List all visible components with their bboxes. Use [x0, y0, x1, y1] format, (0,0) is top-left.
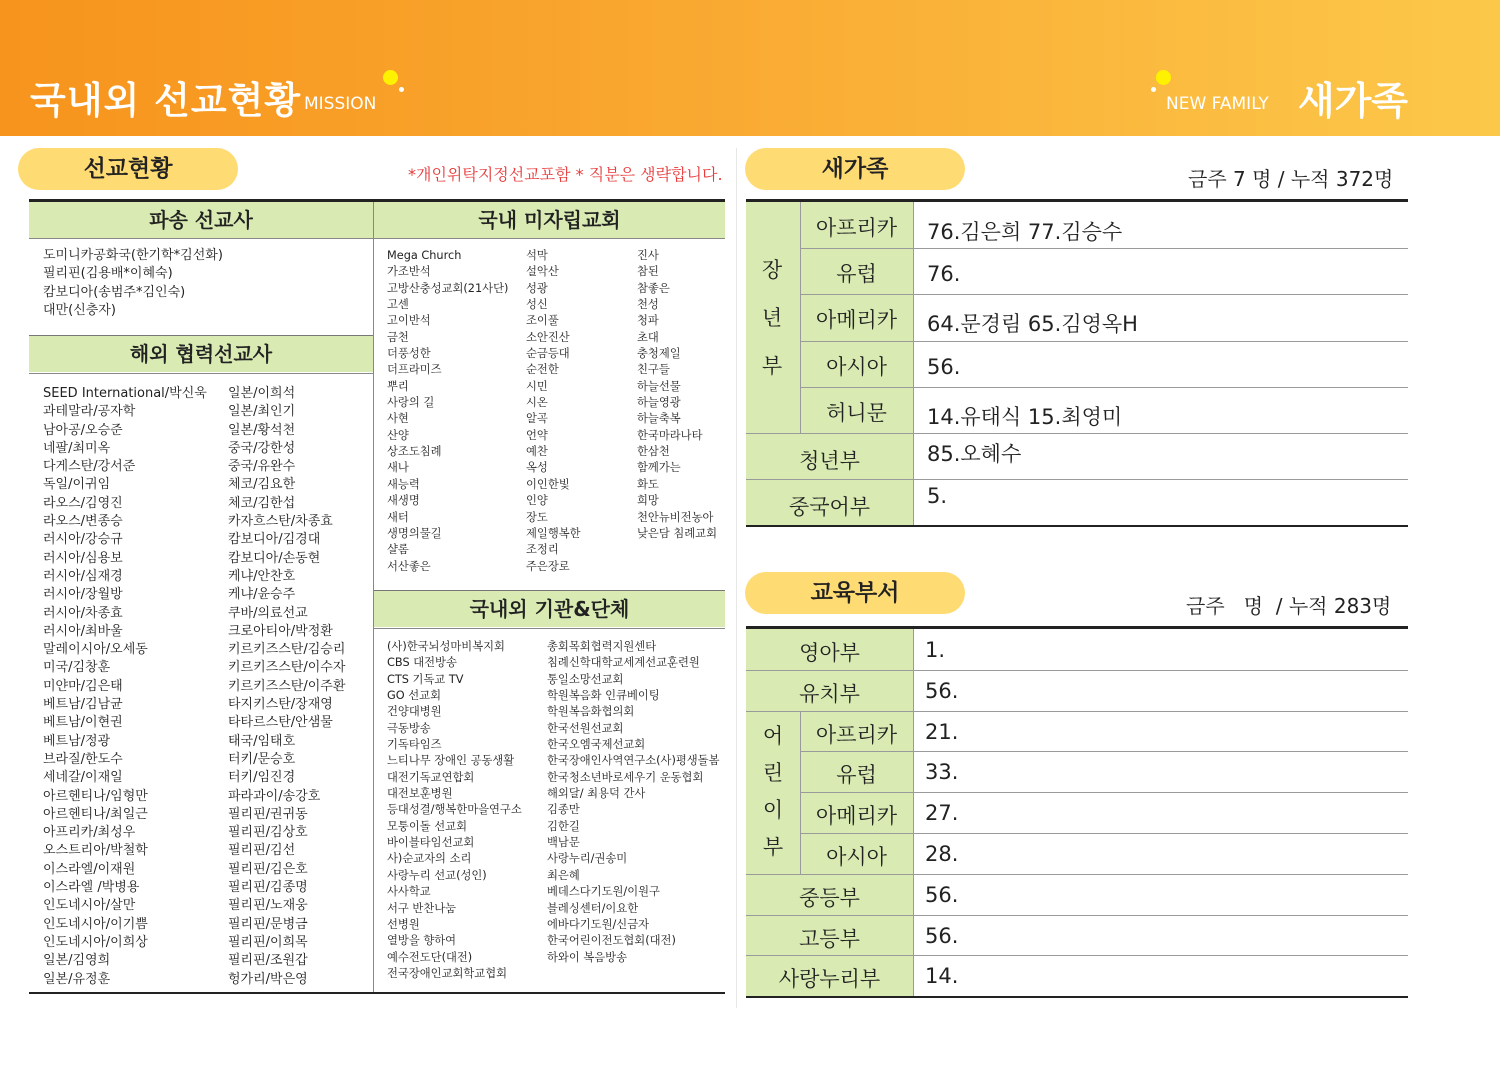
value-separator [913, 202, 914, 525]
decor-dot-icon [399, 87, 404, 92]
list-item: 필리핀/이희목 [228, 934, 308, 950]
row-rule [800, 792, 1408, 793]
list-item: 대만(신충자) [43, 302, 116, 318]
list-item: 사랑의 길 [387, 396, 435, 410]
list-item: 필리핀/권귀동 [228, 806, 308, 822]
decor-dot-icon [383, 70, 398, 85]
list-item: 친구들 [637, 363, 670, 377]
row-rule [800, 833, 1408, 834]
list-item: 키르키즈스탄/김승리 [228, 642, 346, 658]
list-item: 뿌리 [387, 379, 409, 393]
list-item: 희망 [637, 494, 659, 508]
row-label: 청년부 [799, 449, 860, 473]
list-item: 터키/임진경 [228, 770, 296, 786]
list-item: 청파 [637, 314, 659, 328]
list-item: 중국/강한성 [228, 440, 296, 456]
row-label: 아메리카 [815, 308, 898, 333]
list-item: 백남문 [547, 836, 580, 850]
list-item: 남아공/오승준 [43, 422, 123, 438]
list-item: 브라질/한도수 [43, 751, 123, 767]
list-item: 러시아/차종효 [43, 605, 123, 621]
row-rule [800, 248, 1408, 249]
list-item: 소안진산 [526, 330, 570, 344]
organizations-list-col2 [547, 639, 720, 966]
page-title-newfamily: 새가족 [1297, 79, 1408, 123]
row-label: 아시아 [826, 354, 887, 379]
mission-note: *개인위탁지정선교포함 * 직분은 생략합니다. [408, 165, 723, 184]
list-item: 침례신학대학교세계선교훈련원 [547, 656, 700, 670]
row-label: 중등부 [799, 885, 860, 910]
row-value: 33. [925, 760, 959, 785]
row-label: 아프리카 [815, 216, 898, 240]
row-label: 영아부 [799, 641, 860, 665]
newfamily-pill: 새가족 [745, 148, 965, 190]
group-char: 부 [761, 353, 783, 378]
list-item: 인양 [526, 494, 548, 508]
rule [29, 238, 373, 239]
list-item: 낮은담 침례교회 [637, 526, 717, 540]
list-item: 선병원 [387, 917, 420, 931]
row-value: 21. [925, 719, 959, 744]
list-item: 필리핀/문병금 [228, 916, 308, 932]
sent-missionaries-heading: 파송 선교사 [29, 202, 373, 238]
list-item: 전국장애인교회학교협회 [387, 966, 508, 980]
list-item: 김종만 [547, 803, 580, 817]
list-item: 러시아/강승규 [43, 532, 123, 548]
list-item: 예수전도단(대전) [387, 950, 473, 964]
list-item: 아프리카/최성우 [43, 825, 136, 841]
list-item: 모퉁이돌 선교회 [387, 819, 467, 833]
mission-bottom-rule [29, 992, 725, 994]
list-item: 성신 [526, 298, 548, 312]
list-item: 한삼천 [637, 445, 670, 459]
list-item: 서산좋은 [387, 559, 431, 573]
table-bottom-rule [746, 996, 1408, 998]
list-item: 헝가리/박은영 [228, 971, 308, 987]
list-item: 이스라엘/이재원 [43, 861, 136, 877]
row-label: 유치부 [799, 681, 860, 706]
domestic-list-col2 [526, 248, 581, 575]
row-label: 아메리카 [815, 804, 898, 829]
list-item: 학원복음화 인큐베이팅 [547, 689, 660, 703]
list-item: 설악산 [526, 265, 559, 279]
row-value: 28. [925, 842, 959, 866]
list-item: 태국/임태호 [228, 733, 296, 749]
list-item: 기독타임즈 [387, 738, 442, 752]
list-item: 쿠바/의료선교 [228, 605, 308, 621]
list-item: 일본/황석천 [228, 422, 296, 438]
rule [29, 373, 373, 374]
list-item: 세네갈/이재일 [43, 770, 123, 786]
list-item: 천성 [637, 298, 659, 312]
youth-group-label [750, 246, 794, 390]
organizations-heading: 국내외 기관&단체 [374, 591, 725, 627]
list-item: 일본/최인기 [228, 404, 296, 420]
list-item: 화도 [637, 477, 659, 491]
list-item: 다게스탄/강서준 [43, 459, 136, 475]
list-item: 인도네시아/이희상 [43, 934, 148, 950]
list-item: 금천 [387, 330, 409, 344]
list-item: 필리핀/노재웅 [228, 898, 308, 914]
list-item: 사랑누리/권송미 [547, 852, 628, 866]
list-item: 학원복음화협의회 [547, 705, 635, 719]
list-item: 진사 [637, 249, 659, 262]
list-item: 필리핀/김종명 [228, 880, 308, 896]
decor-dot-icon [1151, 87, 1156, 92]
children-group-label [751, 718, 795, 866]
list-item: 초대 [637, 330, 659, 344]
row-value: 76.김은희 77.김승수 [927, 220, 1123, 244]
list-item: 더프라미즈 [387, 363, 442, 377]
list-item: GO 선교회 [387, 689, 441, 703]
list-item: 말레이시아/오세동 [43, 642, 148, 658]
list-item: 이인한빛 [526, 477, 570, 491]
list-item: 등대성결/행복한마을연구소 [387, 803, 522, 817]
row-label: 유럽 [836, 763, 877, 788]
list-item: 캄보디아(송범주*김인숙) [43, 284, 186, 300]
row-rule [746, 915, 1408, 916]
list-item: 사사학교 [387, 885, 431, 899]
list-item: (사)한국뇌성마비복지회 [387, 640, 505, 653]
column-divider [736, 148, 737, 1008]
table-bottom-rule [746, 525, 1408, 527]
list-item: 주은장로 [526, 559, 570, 573]
row-rule [746, 711, 1408, 712]
group-char: 장 [761, 257, 783, 282]
list-item: 알곡 [526, 412, 548, 426]
list-item: 일본/유정훈 [43, 971, 111, 987]
list-item: 카자흐스탄/차종효 [228, 514, 333, 530]
list-item: 에바다기도원/신금자 [547, 917, 650, 931]
list-item: 파라과이/송강호 [228, 788, 321, 804]
group-char: 린 [762, 761, 784, 786]
list-item: 체코/김요한 [228, 477, 296, 493]
list-item: 새능력 [387, 477, 420, 491]
domestic-list-col3 [637, 248, 717, 542]
list-item: 미얀마/김은태 [43, 678, 123, 694]
list-item: 라오스/김영진 [43, 495, 123, 511]
list-item: 필리핀/조원갑 [228, 953, 308, 969]
row-rule [800, 294, 1408, 295]
list-item: 도미니카공화국(한기학*김선화) [43, 248, 223, 263]
list-item: 독일/이귀임 [43, 477, 111, 493]
list-item: 대전기독교연합회 [387, 770, 475, 784]
list-item: 성광 [526, 281, 548, 295]
list-item: 조정리 [526, 543, 559, 557]
list-item: 러시아/최바울 [43, 623, 123, 639]
list-item: 키르키즈스탄/이수자 [228, 660, 346, 676]
list-item: 한국선원선교회 [547, 721, 624, 735]
row-value: 64.문경림 65.김영옥H [927, 312, 1138, 337]
list-item: 순전한 [526, 363, 559, 377]
row-rule [746, 479, 1408, 480]
list-item: 필리핀/김선 [228, 843, 296, 859]
domestic-churches-heading: 국내 미자립교회 [374, 202, 725, 238]
list-item: 러시아/심용보 [43, 550, 123, 566]
list-item: 언약 [526, 428, 548, 442]
list-item: 필리핀/김상호 [228, 825, 308, 841]
list-item: 상조도침례 [387, 445, 442, 459]
list-item: CTS 기독교 TV [387, 672, 464, 686]
overseas-list-col2 [228, 385, 345, 989]
list-item: 아르헨티나/임형만 [43, 788, 148, 804]
list-item: 인도네시아/이기쁨 [43, 916, 148, 932]
row-value: 1. [925, 638, 946, 662]
list-item: 하늘선물 [637, 379, 681, 393]
list-item: SEED International/박신욱 [43, 386, 207, 401]
newfamily-totals: 금주 7 명 / 누적 372명 [1188, 167, 1394, 191]
list-item: 사)순교자의 소리 [387, 852, 472, 866]
list-item: 필리핀(김용배*이혜숙) [43, 266, 173, 282]
list-item: 조이풀 [526, 314, 559, 328]
list-item: 순금등대 [526, 347, 570, 361]
list-item: 총회목회협력지원센타 [547, 640, 657, 653]
list-item: 캄보디아/손동현 [228, 550, 321, 566]
row-value: 56. [927, 354, 961, 379]
row-label: 고등부 [799, 926, 860, 951]
row-value: 14.유태식 15.최영미 [927, 404, 1123, 429]
mission-pill: 선교현황 [18, 148, 238, 190]
list-item: 참된 [637, 265, 659, 279]
list-item: 새나 [387, 461, 409, 475]
list-item: 블레싱센터/이요한 [547, 901, 639, 915]
list-item: 캄보디아/김경대 [228, 532, 321, 548]
row-value: 56. [925, 882, 959, 907]
list-item: 고방산충성교회(21사단) [387, 281, 509, 295]
row-rule [800, 341, 1408, 342]
header-banner [0, 0, 1500, 136]
decor-dot-icon [1156, 70, 1171, 85]
list-item: 시온 [526, 396, 548, 410]
list-item: 과테말라/공자학 [43, 404, 136, 420]
list-item: 이스라엘 /박병용 [43, 880, 140, 896]
list-item: 네팔/최미옥 [43, 440, 111, 456]
list-item: 타타르스탄/안샘물 [228, 715, 333, 731]
list-item: Mega Church [387, 249, 462, 262]
row-value: 14. [925, 964, 959, 989]
row-value: 5. [927, 484, 948, 509]
list-item: 김한길 [547, 819, 580, 833]
row-rule [746, 955, 1408, 956]
list-item: 중국/유완수 [228, 459, 296, 475]
organizations-list-col1 [387, 639, 522, 982]
row-label: 허니문 [826, 400, 887, 425]
list-item: 사현 [387, 412, 409, 426]
list-item: 하늘영광 [637, 396, 681, 410]
list-item: 하늘축복 [637, 412, 681, 426]
row-label: 사랑누리부 [778, 967, 881, 992]
list-item: 새생명 [387, 494, 420, 508]
list-item: 체코/김한섭 [228, 495, 296, 511]
education-pill: 교육부서 [745, 572, 965, 614]
list-item: 러시아/심재경 [43, 568, 123, 584]
row-label: 유럽 [836, 262, 877, 287]
list-item: 미국/김창훈 [43, 660, 111, 676]
row-rule [746, 874, 1408, 875]
row-rule [800, 387, 1408, 388]
list-item: 해외달/ 최용덕 간사 [547, 787, 646, 801]
list-item: 케냐/윤승주 [228, 587, 296, 603]
list-item: 아르헨티나/최일근 [43, 806, 148, 822]
list-item: 오스트리아/박철학 [43, 843, 148, 859]
education-totals: 금주 명 / 누적 283명 [1186, 594, 1392, 618]
list-item: 함께가는 [637, 461, 681, 475]
list-item: 최은혜 [547, 868, 580, 882]
list-item: 바이블타임선교회 [387, 836, 475, 850]
list-item: 한국마라나타 [637, 428, 703, 442]
list-item: 러시아/장월방 [43, 587, 123, 603]
list-item: 크로아티아/박정환 [228, 623, 333, 639]
row-label: 아시아 [826, 845, 887, 869]
group-char: 부 [762, 835, 784, 860]
row-rule [746, 670, 1408, 671]
rule [374, 628, 725, 629]
overseas-missionaries-heading: 해외 협력선교사 [29, 336, 373, 372]
list-item: 시민 [526, 379, 548, 393]
list-item: 열방을 향하여 [387, 934, 457, 948]
list-item: 한국청소년바로세우기 운동협회 [547, 770, 704, 784]
list-item: 한국어린이전도협회(대전) [547, 934, 676, 948]
list-item: 산양 [387, 428, 409, 442]
mission-subtitle: MISSION [304, 94, 377, 114]
row-label: 중국어부 [788, 495, 871, 520]
group-char: 이 [762, 798, 784, 823]
list-item: 베트남/김남균 [43, 697, 123, 713]
list-item: 키르키즈스탄/이주환 [228, 678, 346, 694]
list-item: 새터 [387, 510, 409, 524]
list-item: 베트남/정광 [43, 733, 111, 749]
list-item: 장도 [526, 510, 548, 524]
overseas-list-col1 [43, 385, 207, 989]
list-item: 서구 반찬나눔 [387, 901, 457, 915]
row-rule [800, 751, 1408, 752]
list-item: 충청제일 [637, 347, 681, 361]
row-value: 27. [925, 801, 959, 826]
list-item: 사랑누리 선교(성인) [387, 868, 487, 882]
list-item: 통일소망선교회 [547, 672, 624, 686]
list-item: 대전보훈병원 [387, 787, 453, 801]
list-item: 샬롬 [387, 543, 409, 557]
list-item: 고센 [387, 298, 409, 312]
list-item: 라오스/변종승 [43, 514, 123, 530]
list-item: 한국장애인사역연구소(사)평생돌봄 [547, 754, 720, 768]
list-item: 필리핀/김은호 [228, 861, 308, 877]
list-item: 하와이 복음방송 [547, 950, 627, 964]
list-item: 제일행복한 [526, 526, 581, 540]
list-item: 석막 [526, 249, 548, 262]
list-item: 터키/문승호 [228, 751, 296, 767]
row-value: 56. [925, 678, 959, 703]
group-char: 어 [762, 724, 784, 749]
list-item: 느티나무 장애인 공동생활 [387, 754, 515, 768]
list-item: 케냐/안찬호 [228, 568, 296, 584]
list-item: 인도네시아/살만 [43, 898, 136, 914]
list-item: 극동방송 [387, 721, 431, 735]
list-item: 한국오엠국제선교회 [547, 738, 646, 752]
list-item: 가조반석 [387, 265, 431, 279]
rule [374, 238, 725, 239]
list-item: 천안뉴비전농아 [637, 510, 714, 524]
sent-missionaries-list [43, 247, 223, 320]
row-value: 85.오혜수 [927, 442, 1022, 466]
list-item: 건양대병원 [387, 705, 442, 719]
list-item: 일본/이희석 [228, 386, 296, 401]
page-title-mission: 국내외 선교현황 [30, 79, 302, 122]
list-item: 예찬 [526, 445, 548, 459]
list-item: CBS 대전방송 [387, 656, 457, 670]
list-item: 생명의물길 [387, 526, 442, 540]
group-char: 년 [761, 305, 783, 330]
list-item: 옥성 [526, 461, 548, 475]
list-item: 고이반석 [387, 314, 431, 328]
list-item: 베데스다기도원/이원구 [547, 885, 660, 899]
list-item: 더풍성한 [387, 347, 431, 361]
row-rule [746, 433, 1408, 434]
row-label: 아프리카 [815, 722, 898, 747]
list-item: 일본/김영희 [43, 953, 111, 969]
row-value: 76. [927, 262, 961, 287]
domestic-list-col1 [387, 248, 508, 575]
value-separator [913, 629, 914, 996]
newfamily-subtitle: NEW FAMILY [1166, 94, 1269, 114]
list-item: 타지키스탄/장재영 [228, 697, 333, 713]
list-item: 참좋은 [637, 281, 670, 295]
list-item: 베트남/이현권 [43, 715, 123, 731]
row-value: 56. [925, 923, 959, 948]
